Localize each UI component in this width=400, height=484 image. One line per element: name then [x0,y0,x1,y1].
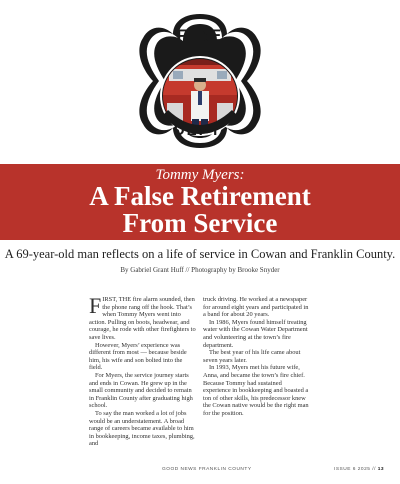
drop-cap: F [89,293,102,318]
body-paragraph: However, Myers’ experience was different from most — because beside him, his wife and son bolted into the field. [89,341,187,372]
body-paragraph: In 1993, Myers met his future wife, Anna, and became the town’s fire chief. Because Tommy had sustained experience in bookkeeping and boasted a ton of other skills, his predecessor knew the Cowan native would be the right man for the position. [203,364,309,417]
body-paragraph: For Myers, the service journey starts and ends in Cowan. He grew up in the small community and decided to remain in Franklin County after graduating high school. [89,371,193,410]
footer-issue [334,467,384,472]
article-subhead: A 69-year-old man reflects on a life of service in Cowan and Franklin County. [4,247,396,261]
footer-publication: GOOD NEWS FRANKLIN COUNTY [162,467,252,472]
article-byline: By Gabriel Grant Huff // Photography by Brooke Snyder [120,266,280,274]
body-paragraph: To say the man worked a lot of jobs would be an understatement. A broad range of careers became available to him in bookkeeping, income taxes, plumbing, and [89,409,195,448]
body-paragraph: The best year of his life came about seven years later. [203,349,301,364]
body-paragraph: truck driving. He worked at a newspaper for around eight years and participated in a band for about 20 years. [203,296,309,319]
emblem-bottom-text: DEPT. [173,122,227,139]
footer-issue-label: ISSUE 6 2025 // [334,467,376,472]
article-kicker: Tommy Myers: [155,167,245,183]
headline-banner [0,164,400,240]
body-paragraph: FIRST, THE fire alarm sounded, then the phone rang off the hook. That’s when Tommy Myers went into action. Pulling on boots, headwear, and courage, he rode with other firefighters to save lives. [89,293,196,341]
headline-line-1: A False Retirement [89,181,311,211]
page-number: 13 [377,467,385,472]
emblem-top-text: FIRE [176,26,224,45]
body-column-left [89,293,196,448]
body-paragraph: In 1986, Myers found himself treating water with the Cowan Water Department and volunteering at the town’s fire department. [203,318,308,349]
body-column-right [203,296,310,418]
headline-line-2: From Service [122,208,278,238]
